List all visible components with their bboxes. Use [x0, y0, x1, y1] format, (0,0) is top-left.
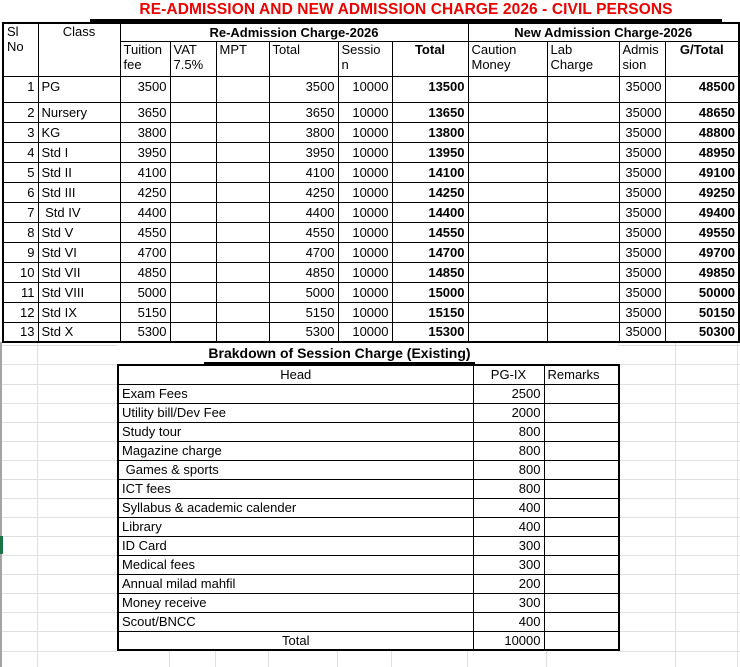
gridline	[618, 555, 740, 556]
cell[interactable]: Syllabus & academic calender	[118, 498, 473, 517]
cell[interactable]: 14700	[392, 242, 468, 262]
cell[interactable]: 35000	[619, 182, 665, 202]
cell[interactable]: 50000	[665, 282, 739, 302]
cell[interactable]	[216, 262, 269, 282]
cell[interactable]: Std III	[38, 182, 120, 202]
gridline	[546, 650, 547, 667]
cell[interactable]: 3	[3, 122, 38, 142]
cell[interactable]: Utility bill/Dev Fee	[118, 403, 473, 422]
gridline	[618, 536, 740, 537]
gridline	[0, 574, 117, 575]
gridline	[618, 479, 740, 480]
cell[interactable]	[544, 536, 619, 555]
cell[interactable]: 35000	[619, 222, 665, 242]
cell[interactable]: Std IX	[38, 302, 120, 322]
cell[interactable]: 12	[3, 302, 38, 322]
cell[interactable]: 11	[3, 282, 38, 302]
cell[interactable]	[170, 282, 216, 302]
gridline	[618, 422, 740, 423]
cell[interactable]: 10000	[338, 322, 392, 342]
cell[interactable]: 3500	[120, 76, 170, 102]
gridline	[0, 460, 117, 461]
cell[interactable]: KG	[38, 122, 120, 142]
cell[interactable]: 13950	[392, 142, 468, 162]
breakdown-title-text[interactable]: Brakdown of Session Charge (Existing)	[204, 345, 474, 364]
cell[interactable]: 4850	[120, 262, 170, 282]
table-row	[3, 262, 739, 282]
cell[interactable]: ICT fees	[118, 479, 473, 498]
cell[interactable]: 49100	[665, 162, 739, 182]
cell[interactable]: 49850	[665, 262, 739, 282]
cell[interactable]	[544, 555, 619, 574]
cell[interactable]	[170, 162, 216, 182]
gridline	[618, 631, 740, 632]
table-row	[3, 162, 739, 182]
cell[interactable]: 10000	[338, 242, 392, 262]
cell[interactable]: Study tour	[118, 422, 473, 441]
gridline	[618, 364, 740, 365]
cell[interactable]	[547, 282, 619, 302]
cell[interactable]: 200	[473, 574, 544, 593]
cell[interactable]: 6	[3, 182, 38, 202]
cell[interactable]: 5150	[120, 302, 170, 322]
table-row	[118, 536, 619, 555]
col-header-tuition-fee[interactable]: Tuition fee	[120, 41, 170, 76]
cell[interactable]: Std VIII	[38, 282, 120, 302]
cell[interactable]: Library	[118, 517, 473, 536]
cell[interactable]	[216, 302, 269, 322]
cell[interactable]: Std X	[38, 322, 120, 342]
cell[interactable]	[170, 76, 216, 102]
cell[interactable]: 49550	[665, 222, 739, 242]
cell[interactable]	[170, 262, 216, 282]
gridline	[618, 517, 740, 518]
cell[interactable]: 35000	[619, 162, 665, 182]
gridline	[618, 441, 740, 442]
cell[interactable]	[170, 122, 216, 142]
table-row	[118, 403, 619, 422]
gridline	[0, 498, 117, 499]
cell[interactable]: 35000	[619, 202, 665, 222]
col-header-vat[interactable]: VAT 7.5%	[170, 41, 216, 76]
cell[interactable]	[468, 102, 547, 122]
gridline	[0, 479, 117, 480]
table-row	[118, 517, 619, 536]
cell[interactable]	[544, 631, 619, 650]
cell[interactable]	[216, 282, 269, 302]
cell[interactable]: 10000	[338, 122, 392, 142]
cell[interactable]: Std II	[38, 162, 120, 182]
cell[interactable]	[547, 76, 619, 102]
cell[interactable]: 35000	[619, 142, 665, 162]
cell[interactable]: 3800	[120, 122, 170, 142]
cell[interactable]: 4	[3, 142, 38, 162]
cell[interactable]: 10000	[338, 302, 392, 322]
col-header-lab-charge[interactable]: Lab Charge	[547, 41, 619, 76]
cell[interactable]: Games & sports	[118, 460, 473, 479]
cell[interactable]: 14550	[392, 222, 468, 242]
col-header-head[interactable]: Head	[118, 365, 473, 384]
cell[interactable]: 13	[3, 322, 38, 342]
gridline	[618, 574, 740, 575]
cell[interactable]	[468, 202, 547, 222]
cell[interactable]	[216, 322, 269, 342]
cell[interactable]	[170, 222, 216, 242]
cell[interactable]: 3650	[269, 102, 338, 122]
cell[interactable]: 300	[473, 593, 544, 612]
cell[interactable]	[544, 384, 619, 403]
cell[interactable]	[216, 76, 269, 102]
cell[interactable]	[170, 202, 216, 222]
cell[interactable]: 14250	[392, 182, 468, 202]
cell[interactable]	[468, 162, 547, 182]
gridline	[0, 651, 117, 652]
cell[interactable]	[216, 222, 269, 242]
group-header-readmission[interactable]: Re-Admission Charge-2026	[120, 23, 468, 41]
table-row	[3, 202, 739, 222]
cell[interactable]: 14400	[392, 202, 468, 222]
cell[interactable]: 48950	[665, 142, 739, 162]
cell[interactable]: Std VI	[38, 242, 120, 262]
cell[interactable]: 4100	[120, 162, 170, 182]
cell[interactable]	[216, 102, 269, 122]
cell[interactable]: 35000	[619, 76, 665, 102]
row-marker	[0, 536, 3, 554]
table-row	[3, 222, 739, 242]
gridline	[675, 342, 676, 667]
cell[interactable]	[216, 142, 269, 162]
cell[interactable]	[468, 182, 547, 202]
col-header-g-total[interactable]: G/Total	[665, 41, 739, 76]
cell[interactable]: 800	[473, 441, 544, 460]
gridline	[0, 384, 117, 385]
col-header-total[interactable]: Total	[269, 41, 338, 76]
table-row	[118, 479, 619, 498]
cell[interactable]: 49700	[665, 242, 739, 262]
cell[interactable]	[544, 460, 619, 479]
cell[interactable]: 15150	[392, 302, 468, 322]
cell[interactable]: 4100	[269, 162, 338, 182]
cell[interactable]: 400	[473, 498, 544, 517]
cell[interactable]: 4250	[120, 182, 170, 202]
cell[interactable]: 35000	[619, 262, 665, 282]
cell[interactable]: ID Card	[118, 536, 473, 555]
cell[interactable]: 13650	[392, 102, 468, 122]
cell[interactable]: 35000	[619, 282, 665, 302]
gridline	[618, 403, 740, 404]
gridline-layer-bottom	[117, 650, 618, 667]
table-row	[118, 574, 619, 593]
gridline	[0, 422, 117, 423]
gridline-layer-left	[0, 342, 117, 667]
cell[interactable]: 15000	[392, 282, 468, 302]
gridline	[0, 593, 117, 594]
cell[interactable]: 300	[473, 536, 544, 555]
cell[interactable]: 13500	[392, 76, 468, 102]
cell[interactable]: Scout/BNCC	[118, 612, 473, 631]
cell[interactable]	[468, 262, 547, 282]
table-row	[118, 384, 619, 403]
cell[interactable]: 10000	[338, 282, 392, 302]
cell[interactable]	[544, 498, 619, 517]
cell[interactable]	[170, 322, 216, 342]
cell[interactable]: Std I	[38, 142, 120, 162]
cell[interactable]	[544, 517, 619, 536]
cell[interactable]: 50150	[665, 302, 739, 322]
cell[interactable]: 5000	[269, 282, 338, 302]
gridline	[0, 555, 117, 556]
cell[interactable]: 49400	[665, 202, 739, 222]
cell[interactable]	[468, 322, 547, 342]
cell[interactable]	[216, 162, 269, 182]
gridline	[467, 650, 468, 667]
breakdown-title	[117, 345, 562, 364]
col-header-class[interactable]: Class	[38, 23, 120, 76]
cell[interactable]: 3650	[120, 102, 170, 122]
gridline	[0, 441, 117, 442]
readmission-table	[2, 22, 740, 343]
cell[interactable]: 35000	[619, 242, 665, 262]
cell[interactable]: 35000	[619, 302, 665, 322]
cell[interactable]	[216, 182, 269, 202]
gridline	[391, 650, 392, 667]
cell[interactable]: 13800	[392, 122, 468, 142]
cell[interactable]: Std VII	[38, 262, 120, 282]
cell[interactable]: 5	[3, 162, 38, 182]
cell[interactable]	[544, 593, 619, 612]
cell[interactable]	[547, 222, 619, 242]
gridline	[0, 536, 117, 537]
col-header-admission[interactable]: Admission	[619, 41, 665, 76]
cell[interactable]: 4550	[269, 222, 338, 242]
cell[interactable]: Std V	[38, 222, 120, 242]
cell[interactable]	[544, 422, 619, 441]
cell[interactable]	[216, 202, 269, 222]
table-row	[3, 282, 739, 302]
table-row	[3, 302, 739, 322]
cell[interactable]: 15300	[392, 322, 468, 342]
cell[interactable]	[547, 102, 619, 122]
cell[interactable]: Magazine charge	[118, 441, 473, 460]
cell[interactable]: 48500	[665, 76, 739, 102]
cell[interactable]: 5000	[120, 282, 170, 302]
cell[interactable]: 4850	[269, 262, 338, 282]
cell[interactable]: 2500	[473, 384, 544, 403]
cell[interactable]: 35000	[619, 102, 665, 122]
cell[interactable]: 10000	[338, 222, 392, 242]
gridline	[215, 650, 216, 667]
cell[interactable]: 300	[473, 555, 544, 574]
cell[interactable]: 400	[473, 612, 544, 631]
cell[interactable]: 10000	[338, 102, 392, 122]
gridline	[0, 364, 117, 365]
page-title[interactable]: RE-ADMISSION AND NEW ADMISSION CHARGE 2026 - CIVIL PERSONS	[90, 1, 722, 22]
cell[interactable]	[544, 612, 619, 631]
table-row	[3, 142, 739, 162]
cell[interactable]: 50300	[665, 322, 739, 342]
table-row	[118, 441, 619, 460]
gridline	[0, 403, 117, 404]
cell[interactable]	[468, 302, 547, 322]
gridline-layer-right	[618, 342, 740, 667]
cell[interactable]: Exam Fees	[118, 384, 473, 403]
gridline	[618, 345, 740, 346]
gridline	[0, 631, 117, 632]
cell[interactable]: 3500	[269, 76, 338, 102]
gridline	[0, 517, 117, 518]
col-header-sl-no[interactable]: Sl No	[3, 23, 38, 76]
cell[interactable]	[468, 122, 547, 142]
table-row	[118, 460, 619, 479]
table-row	[3, 242, 739, 262]
cell[interactable]: 8	[3, 222, 38, 242]
cell[interactable]	[170, 182, 216, 202]
cell[interactable]: 4400	[269, 202, 338, 222]
cell[interactable]: Total	[118, 631, 473, 650]
cell[interactable]: 3950	[120, 142, 170, 162]
table-row	[3, 102, 739, 122]
cell[interactable]: 800	[473, 460, 544, 479]
cell[interactable]: Std IV	[38, 202, 120, 222]
cell[interactable]: 4550	[120, 222, 170, 242]
cell[interactable]: 5300	[120, 322, 170, 342]
gridline	[618, 612, 740, 613]
cell[interactable]	[547, 202, 619, 222]
cell[interactable]	[216, 242, 269, 262]
table-row	[118, 631, 619, 650]
cell[interactable]	[468, 282, 547, 302]
cell[interactable]: Medical fees	[118, 555, 473, 574]
cell[interactable]	[547, 162, 619, 182]
cell[interactable]: 400	[473, 517, 544, 536]
breakdown-table	[117, 364, 620, 651]
table-row	[118, 555, 619, 574]
gridline	[37, 342, 38, 667]
cell[interactable]	[468, 142, 547, 162]
table-row	[118, 498, 619, 517]
cell[interactable]: 48650	[665, 102, 739, 122]
cell[interactable]: 10000	[473, 631, 544, 650]
gridline	[618, 651, 740, 652]
group-header-new-admission[interactable]: New Admission Charge-2026	[468, 23, 739, 41]
cell[interactable]	[544, 403, 619, 422]
gridline	[169, 650, 170, 667]
cell[interactable]: 10000	[338, 162, 392, 182]
table-row	[118, 612, 619, 631]
cell[interactable]: 7	[3, 202, 38, 222]
table-row	[3, 122, 739, 142]
cell[interactable]	[170, 142, 216, 162]
cell[interactable]: Nursery	[38, 102, 120, 122]
cell[interactable]	[170, 302, 216, 322]
gridline	[737, 342, 738, 667]
col-header-remarks[interactable]: Remarks	[544, 365, 619, 384]
cell[interactable]	[170, 102, 216, 122]
cell[interactable]: 9	[3, 242, 38, 262]
cell[interactable]: 1	[3, 76, 38, 102]
gridline	[618, 593, 740, 594]
col-header-session[interactable]: Session	[338, 41, 392, 76]
cell[interactable]	[547, 182, 619, 202]
gridline	[337, 650, 338, 667]
gridline	[0, 345, 117, 346]
cell[interactable]: 10	[3, 262, 38, 282]
cell[interactable]: 5150	[269, 302, 338, 322]
cell[interactable]: 3950	[269, 142, 338, 162]
sheet-edge-line	[0, 342, 2, 667]
cell[interactable]: 10000	[338, 142, 392, 162]
col-header-mpt[interactable]: MPT	[216, 41, 269, 76]
table-row	[118, 593, 619, 612]
cell[interactable]: 10000	[338, 76, 392, 102]
cell[interactable]	[544, 441, 619, 460]
cell[interactable]: 4700	[269, 242, 338, 262]
cell[interactable]: 800	[473, 479, 544, 498]
gridline	[618, 384, 740, 385]
table-row	[3, 182, 739, 202]
cell[interactable]: 35000	[619, 322, 665, 342]
cell[interactable]: 10000	[338, 182, 392, 202]
table-row	[3, 76, 739, 102]
table-row	[118, 422, 619, 441]
col-header-total-bold[interactable]: Total	[392, 41, 468, 76]
cell[interactable]	[216, 122, 269, 142]
gridline	[0, 612, 117, 613]
cell[interactable]: PG	[38, 76, 120, 102]
cell[interactable]	[544, 479, 619, 498]
col-header-caution-money[interactable]: Caution Money	[468, 41, 547, 76]
cell[interactable]	[544, 574, 619, 593]
cell[interactable]	[547, 322, 619, 342]
cell[interactable]	[468, 76, 547, 102]
gridline	[618, 460, 740, 461]
cell[interactable]: 4250	[269, 182, 338, 202]
cell[interactable]	[547, 262, 619, 282]
cell[interactable]: Annual milad mahfil	[118, 574, 473, 593]
cell[interactable]	[468, 242, 547, 262]
cell[interactable]: 3800	[269, 122, 338, 142]
cell[interactable]: 48800	[665, 122, 739, 142]
cell[interactable]: 4400	[120, 202, 170, 222]
cell[interactable]	[547, 242, 619, 262]
cell[interactable]	[170, 242, 216, 262]
cell[interactable]: 5300	[269, 322, 338, 342]
cell[interactable]	[547, 122, 619, 142]
readmission-tbody	[3, 76, 739, 342]
cell[interactable]: 10000	[338, 202, 392, 222]
cell[interactable]: 800	[473, 422, 544, 441]
cell[interactable]: 14100	[392, 162, 468, 182]
cell[interactable]: 4700	[120, 242, 170, 262]
cell[interactable]: 2000	[473, 403, 544, 422]
cell[interactable]: 2	[3, 102, 38, 122]
gridline	[268, 650, 269, 667]
cell[interactable]: 35000	[619, 122, 665, 142]
gridline	[618, 498, 740, 499]
cell[interactable]: 10000	[338, 262, 392, 282]
cell[interactable]	[468, 222, 547, 242]
cell[interactable]	[547, 142, 619, 162]
cell[interactable]: 14850	[392, 262, 468, 282]
cell[interactable]	[547, 302, 619, 322]
table-row	[3, 322, 739, 342]
cell[interactable]: 49250	[665, 182, 739, 202]
col-header-pg-ix[interactable]: PG-IX	[473, 365, 544, 384]
cell[interactable]: Money receive	[118, 593, 473, 612]
breakdown-tbody	[118, 384, 619, 650]
